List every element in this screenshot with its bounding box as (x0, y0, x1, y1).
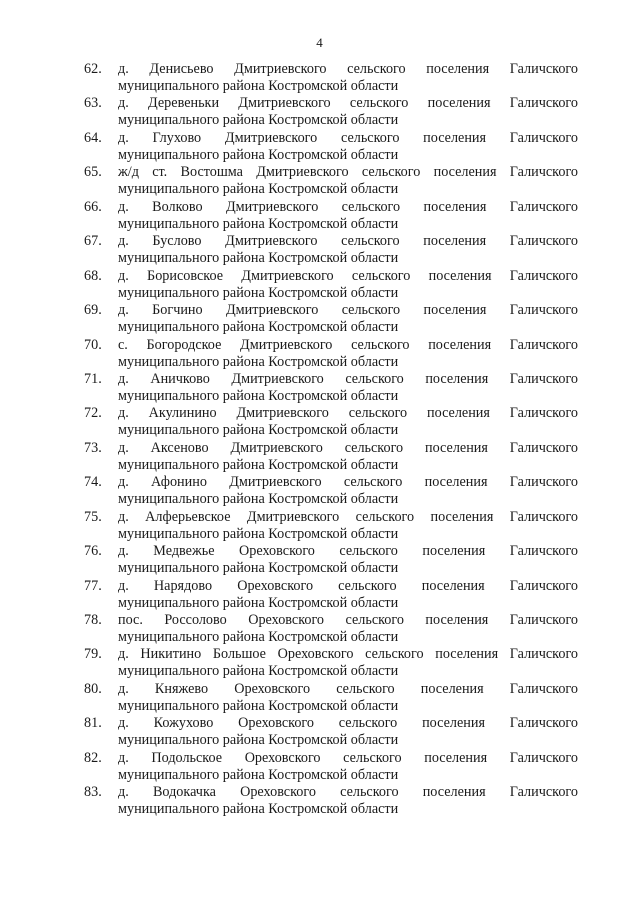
list-item (84, 612, 578, 646)
list-item (84, 199, 578, 233)
list-item-settlement-text: пос. Россолово Ореховского сельского поселения Галичского (118, 612, 578, 628)
list-item-first-line (84, 646, 578, 663)
list-item (84, 405, 578, 439)
list-item-number: 76. (84, 543, 102, 560)
list-item-district-text: муниципального района Костромской области (118, 250, 399, 267)
list-item-district-text: муниципального района Костромской области (118, 766, 399, 783)
list-item-number: 65. (84, 164, 102, 181)
list-item (84, 543, 578, 577)
list-item-settlement-text: д. Деревеньки Дмитриевского сельского поселения Галичского (118, 95, 578, 112)
list-item-number: 80. (84, 680, 102, 697)
list-item-district-text: муниципального района Костромской области (118, 629, 399, 645)
list-item-number: 63. (84, 95, 102, 112)
list-item (84, 130, 578, 164)
list-item-number: 62. (84, 61, 102, 77)
list-item-first-line (84, 61, 578, 78)
list-item (84, 509, 578, 543)
list-item (84, 715, 578, 749)
list-item-settlement-text: д. Волково Дмитриевского сельского поселения Галичского (118, 198, 578, 215)
list-item-settlement-text: д. Нарядово Ореховского сельского поселения Галичского (118, 577, 578, 594)
list-item-district-text: муниципального района Костромской области (118, 146, 399, 163)
list-item-first-line (84, 440, 578, 457)
list-item-first-line (84, 750, 578, 767)
list-item (84, 440, 578, 474)
list-item-number: 81. (84, 715, 102, 732)
list-item-first-line (84, 371, 578, 388)
list-item-number: 67. (84, 233, 102, 250)
list-item-settlement-text: д. Глухово Дмитриевского сельского поселения Галичского (118, 129, 578, 146)
list-item (84, 681, 578, 715)
list-item-settlement-text: д. Княжево Ореховского сельского поселения Галичского (118, 680, 578, 697)
list-item-first-line (84, 681, 578, 698)
list-item-settlement-text: д. Аничково Дмитриевского сельского поселения Галичского (118, 370, 578, 387)
list-item-district-text: муниципального района Костромской области (118, 697, 399, 714)
list-item-settlement-text: д. Богчино Дмитриевского сельского поселения Галичского (118, 302, 578, 319)
list-item-number: 73. (84, 439, 102, 456)
list-item-number: 71. (84, 370, 102, 387)
list-item-settlement-text: д. Водокачка Ореховского сельского поселения Галичского (118, 784, 578, 801)
list-item-district-text: муниципального района Костромской области (118, 732, 399, 749)
list-item-district-text: муниципального района Костромской области (118, 181, 399, 198)
list-item-first-line (84, 474, 578, 491)
list-item-settlement-text: с. Богородское Дмитриевского сельского поселения Галичского (118, 336, 578, 353)
list-item-first-line (84, 302, 578, 319)
list-item-first-line (84, 164, 578, 181)
list-item (84, 578, 578, 612)
list-item-district-text: муниципального района Костромской области (118, 525, 399, 542)
list-item-first-line (84, 578, 578, 595)
list-item-district-text: муниципального района Костромской области (118, 319, 399, 336)
list-item-district-text: муниципального района Костромской области (118, 663, 399, 680)
list-item-district-text: муниципального района Костромской области (118, 560, 399, 577)
list-item (84, 268, 578, 302)
list-item-first-line (84, 715, 578, 732)
list-item (84, 474, 578, 508)
list-item-first-line (84, 268, 578, 285)
list-item-number: 68. (84, 267, 102, 284)
list-item-number: 83. (84, 784, 102, 801)
list-item-first-line (84, 612, 578, 629)
list-item-number: 74. (84, 474, 102, 491)
list-item-district-text: муниципального района Костромской области (118, 284, 399, 301)
list-item-number: 72. (84, 405, 102, 422)
list-item-first-line (84, 233, 578, 250)
list-item (84, 233, 578, 267)
list-item (84, 337, 578, 371)
list-item-first-line (84, 337, 578, 354)
list-item-settlement-text: д. Медвежье Ореховского сельского поселения Галичского (118, 543, 578, 560)
list-item-number: 69. (84, 302, 102, 319)
list-item (84, 750, 578, 784)
list-item (84, 61, 578, 95)
list-item-first-line (84, 784, 578, 801)
list-item-settlement-text: д. Борисовское Дмитриевского сельского поселения Галичского (118, 267, 578, 284)
page-number: 4 (316, 35, 323, 50)
list-item-first-line (84, 543, 578, 560)
list-item-number: 70. (84, 336, 102, 353)
list-item-first-line (84, 199, 578, 216)
list-item-number: 79. (84, 646, 102, 663)
list-item-settlement-text: д. Буслово Дмитриевского сельского поселения Галичского (118, 233, 578, 250)
list-item-settlement-text: д. Алферьевское Дмитриевского сельского поселения Галичского (118, 508, 578, 525)
list-item-number: 66. (84, 198, 102, 215)
list-item (84, 784, 578, 818)
list-item (84, 302, 578, 336)
list-item-number: 77. (84, 577, 102, 594)
list-item-settlement-text: д. Кожухово Ореховского сельского поселения Галичского (118, 715, 578, 732)
list-item-district-text: муниципального района Костромской области (118, 456, 399, 473)
list-item-number: 75. (84, 508, 102, 525)
list-item-number: 64. (84, 129, 102, 146)
list-item-district-text: муниципального района Костромской области (118, 491, 399, 508)
list-item-district-text: муниципального района Костромской области (118, 422, 399, 439)
list-item-number: 78. (84, 612, 102, 628)
list-item-first-line (84, 95, 578, 112)
list-item-settlement-text: д. Денисьево Дмитриевского сельского поселения Галичского (118, 61, 578, 77)
list-item-district-text: муниципального района Костромской области (118, 387, 399, 404)
list-item-first-line (84, 509, 578, 526)
list-item (84, 95, 578, 129)
list-item-district-text: муниципального района Костромской области (118, 594, 399, 611)
list-item-number: 82. (84, 749, 102, 766)
list-item (84, 371, 578, 405)
list-item-district-text: муниципального района Костромской области (118, 112, 399, 129)
list-item-district-text: муниципального района Костромской области (118, 215, 399, 232)
list-item-settlement-text: д. Акулинино Дмитриевского сельского поселения Галичского (118, 405, 578, 422)
list-item-district-text: муниципального района Костромской области (118, 353, 399, 370)
list-item-settlement-text: ж/д ст. Востошма Дмитриевского сельского поселения Галичского (118, 164, 578, 181)
list-item (84, 164, 578, 198)
settlement-list (84, 61, 578, 819)
list-item-settlement-text: д. Аксеново Дмитриевского сельского поселения Галичского (118, 439, 578, 456)
list-item-settlement-text: д. Подольское Ореховского сельского поселения Галичского (118, 749, 578, 766)
list-item (84, 646, 578, 680)
list-item-district-text: муниципального района Костромской области (118, 801, 399, 818)
list-item-settlement-text: д. Никитино Большое Ореховского сельского поселения Галичского (118, 646, 578, 663)
list-item-first-line (84, 130, 578, 147)
list-item-first-line (84, 405, 578, 422)
list-item-settlement-text: д. Афонино Дмитриевского сельского поселения Галичского (118, 474, 578, 491)
list-item-district-text: муниципального района Костромской области (118, 78, 399, 94)
